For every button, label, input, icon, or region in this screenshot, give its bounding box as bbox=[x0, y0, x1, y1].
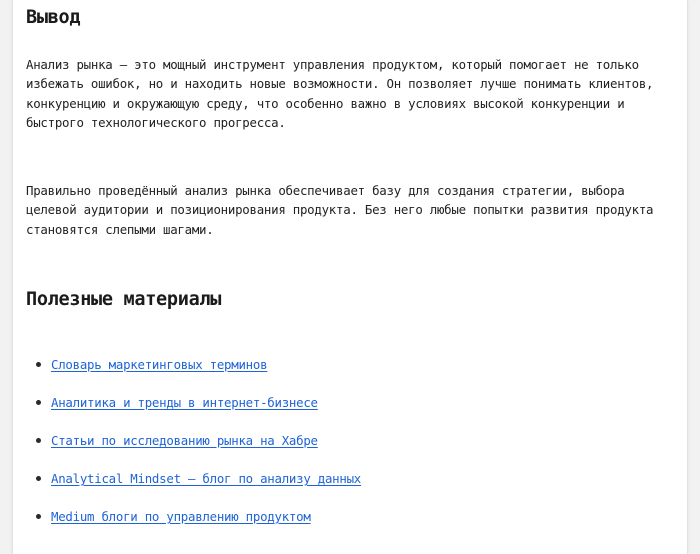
link-medium-blogs[interactable]: Medium блоги по управлению продуктом bbox=[51, 509, 311, 524]
materials-heading: Полезные материалы bbox=[26, 289, 222, 310]
bullet-icon bbox=[36, 514, 41, 519]
materials-list bbox=[26, 355, 676, 545]
link-analytical-mindset[interactable]: Analytical Mindset — блог по анализу данных bbox=[51, 471, 362, 486]
conclusion-paragraph-2: Правильно проведённый анализ рынка обеспечивает базу для создания стратегии, выбора целевой аудитории и позиционирования продукта. Без него любые попытки развития продукта становятся слепыми шагами. bbox=[26, 183, 654, 237]
list-item bbox=[26, 393, 676, 431]
bullet-icon bbox=[36, 400, 41, 405]
list-item bbox=[26, 355, 676, 393]
conclusion-heading: Вывод bbox=[26, 7, 81, 28]
list-item bbox=[26, 431, 676, 469]
list-item bbox=[26, 469, 676, 507]
link-analytics-trends[interactable]: Аналитика и тренды в интернет-бизнесе bbox=[51, 395, 318, 410]
link-marketing-glossary[interactable]: Словарь маркетинговых терминов bbox=[51, 357, 268, 372]
bullet-icon bbox=[36, 476, 41, 481]
bullet-icon bbox=[36, 438, 41, 443]
link-habr-articles[interactable]: Статьи по исследованию рынка на Хабре bbox=[51, 433, 318, 448]
article-card bbox=[12, 0, 688, 554]
conclusion-paragraph-1: Анализ рынка — это мощный инструмент управления продуктом, который помогает не только избежать ошибок, но и находить новые возможности. Он позволяет лучше понимать клиентов, конкуренцию и окружающую среду, что особенно важно в условиях высокой конкуренции и быстрого технологического прогресса. bbox=[26, 57, 654, 130]
bullet-icon bbox=[36, 362, 41, 367]
list-item bbox=[26, 507, 676, 545]
